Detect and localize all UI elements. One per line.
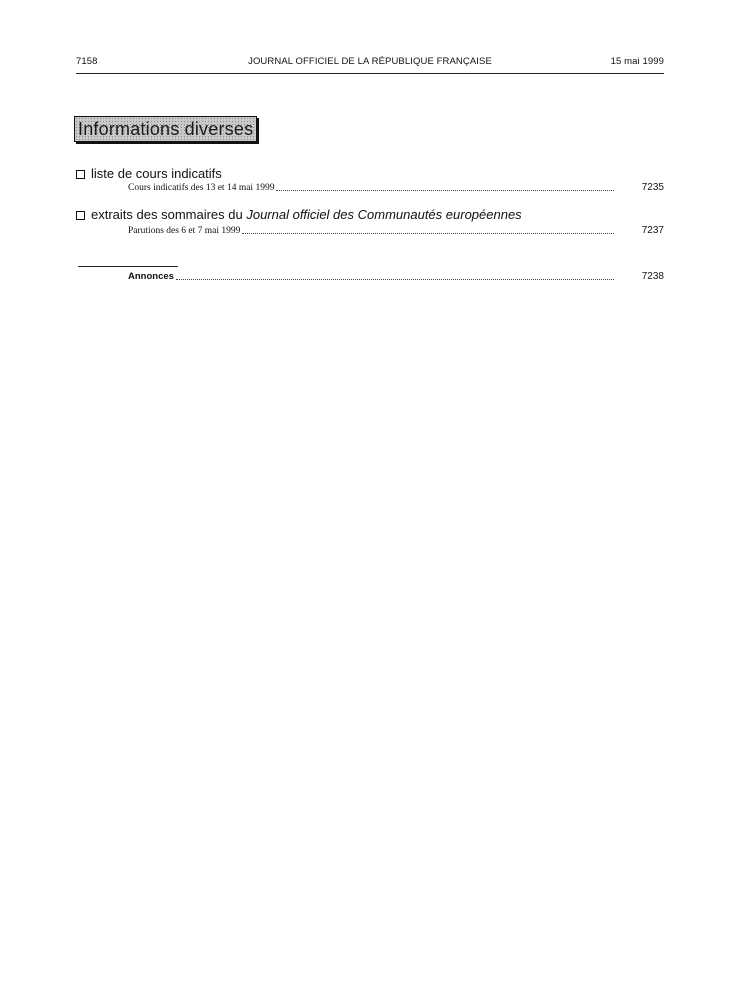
dot-leader	[242, 233, 614, 234]
toc-line-cours[interactable]	[128, 182, 664, 194]
section-title-box	[74, 116, 257, 142]
entry-heading-sommaires[interactable]	[76, 207, 522, 223]
entry-heading-text: extraits des sommaires du	[91, 207, 247, 222]
annonces-label: Annonces	[128, 271, 174, 282]
toc-line-annonces[interactable]	[128, 271, 664, 283]
dot-leader	[276, 190, 614, 191]
toc-page-number: 7238	[641, 271, 664, 282]
entry-heading-cours[interactable]	[76, 166, 222, 182]
header-rule	[76, 73, 664, 74]
issue-date: 15 mai 1999	[610, 56, 664, 67]
section-divider	[78, 266, 178, 267]
toc-page-number: 7235	[641, 182, 664, 193]
toc-line-text: Parutions des 6 et 7 mai 1999	[128, 226, 241, 236]
journal-title: JOURNAL OFFICIEL DE LA RÉPUBLIQUE FRANÇAISE	[248, 56, 492, 67]
section-title: Informations diverses	[78, 119, 254, 139]
toc-line-sommaires[interactable]	[128, 225, 664, 237]
checkbox-square-icon	[76, 211, 85, 220]
page-header	[76, 56, 664, 70]
entry-heading-text: liste de cours indicatifs	[91, 166, 222, 181]
checkbox-square-icon	[76, 170, 85, 179]
toc-page-number: 7237	[641, 225, 664, 236]
dot-leader	[176, 279, 614, 280]
toc-line-text: Cours indicatifs des 13 et 14 mai 1999	[128, 183, 275, 193]
page-number: 7158	[76, 56, 98, 67]
entry-heading-italic: Journal officiel des Communautés européennes	[246, 207, 522, 222]
